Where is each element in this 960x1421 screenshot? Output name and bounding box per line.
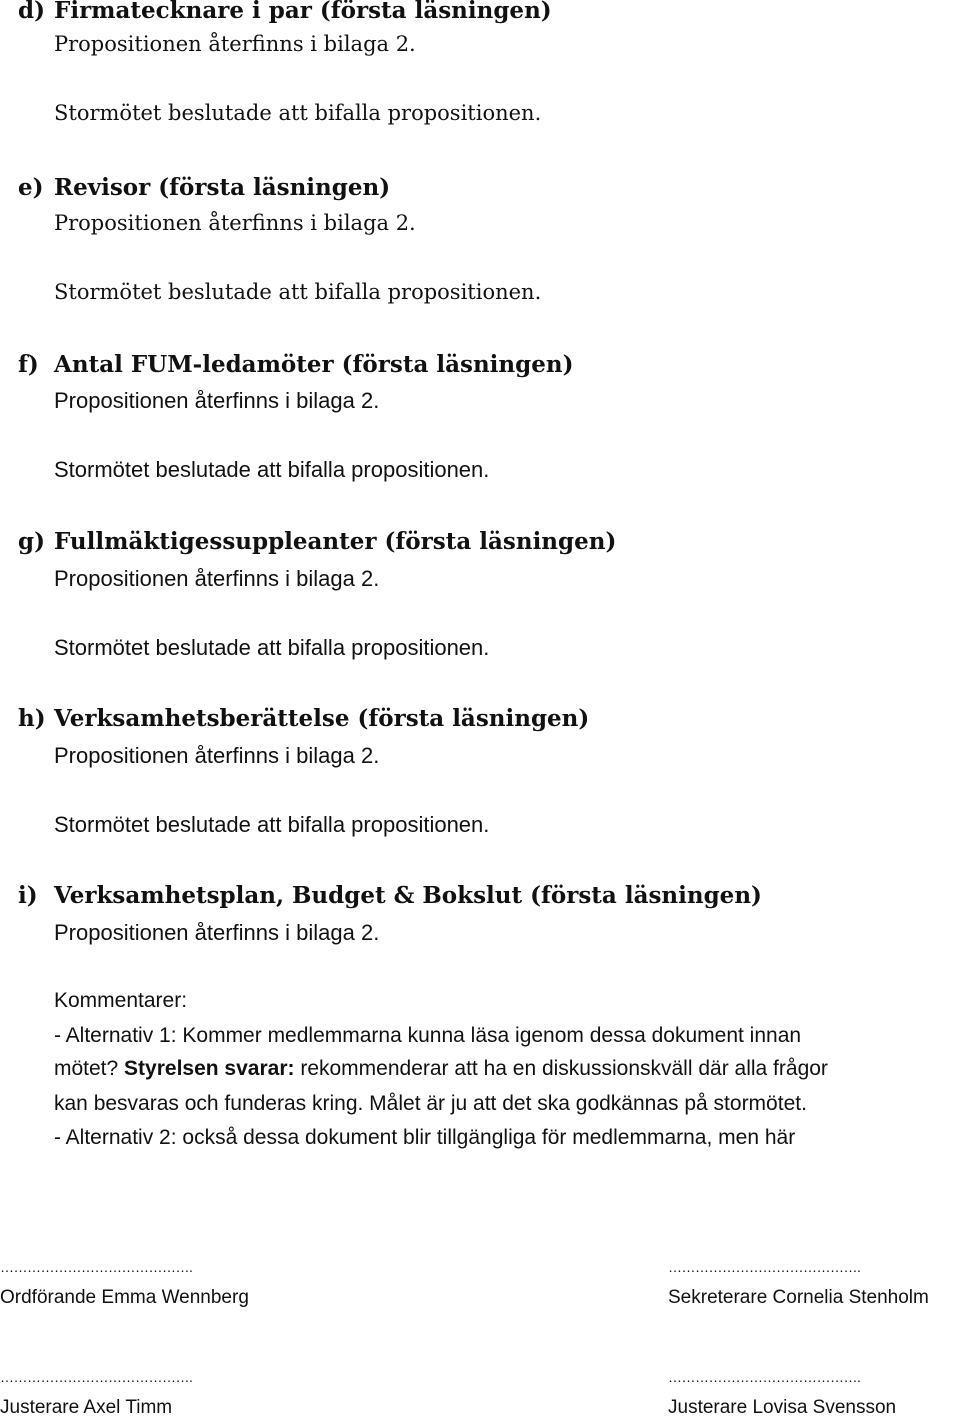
signature-adjuster-1 (0, 1369, 192, 1421)
comments-label: Kommentarer: (54, 989, 188, 1012)
proposition-note: Propositionen återfinns i bilaga 2. (54, 743, 380, 768)
item-title: Firmatecknare i par (första läsningen) (54, 0, 552, 24)
board-reply-label: Styrelsen svarar: (124, 1057, 295, 1080)
signatory-name: Ordförande Emma Wennberg (0, 1287, 249, 1308)
item-letter: e) (18, 174, 44, 201)
comment-text: mötet? (54, 1057, 125, 1080)
item-title: Fullmäktigessuppleanter (första läsningen) (54, 528, 617, 555)
signature-line: ……………………………………. (668, 1369, 861, 1385)
proposition-note: Propositionen återfinns i bilaga 2. (54, 211, 416, 235)
comment-alt1-line1: - Alternativ 1: Kommer medlemmarna kunna läsa igenom dessa dokument innan (54, 1024, 802, 1047)
signature-line: ……………………………………. (0, 1259, 193, 1275)
proposition-note: Propositionen återfinns i bilaga 2. (54, 566, 380, 591)
item-title: Revisor (första läsningen) (54, 174, 391, 201)
signatory-name: Justerare Axel Timm (0, 1397, 173, 1418)
signature-secretary (668, 1259, 929, 1311)
proposition-note: Propositionen återfinns i bilaga 2. (54, 388, 380, 413)
comment-alt1-line2 (54, 1055, 828, 1083)
decision-text: Stormötet beslutade att bifalla propositionen. (54, 457, 490, 482)
item-heading (18, 881, 762, 911)
item-letter: d) (18, 0, 45, 24)
item-heading (18, 704, 589, 734)
item-heading (18, 527, 616, 557)
signature-adjuster-2 (668, 1369, 896, 1421)
item-title: Antal FUM-ledamöter (första läsningen) (54, 351, 574, 378)
item-heading (18, 173, 390, 203)
decision-text: Stormötet beslutade att bifalla propositionen. (54, 280, 542, 304)
item-title: Verksamhetsplan, Budget & Bokslut (första läsningen) (54, 882, 762, 909)
signature-chair (0, 1259, 249, 1311)
signature-line: ……………………………………. (0, 1369, 193, 1385)
item-heading (18, 0, 552, 26)
comment-text: rekommenderar att ha en diskussionskväll där alla frågor (294, 1057, 828, 1080)
item-letter: g) (18, 528, 45, 555)
decision-text: Stormötet beslutade att bifalla propositionen. (54, 812, 490, 837)
item-heading (18, 350, 573, 380)
decision-text: Stormötet beslutade att bifalla propositionen. (54, 635, 490, 660)
item-letter: f) (18, 351, 39, 378)
signatory-name: Justerare Lovisa Svensson (668, 1397, 897, 1418)
proposition-note: Propositionen återfinns i bilaga 2. (54, 920, 380, 945)
item-letter: h) (18, 705, 46, 732)
decision-text: Stormötet beslutade att bifalla propositionen. (54, 101, 542, 125)
proposition-note: Propositionen återfinns i bilaga 2. (54, 32, 416, 56)
item-letter: i) (18, 882, 38, 909)
signature-line: ……………………………………. (668, 1259, 861, 1275)
signatory-name: Sekreterare Cornelia Stenholm (668, 1287, 929, 1308)
comment-alt2-line1: - Alternativ 2: också dessa dokument blir tillgängliga för medlemmarna, men här (54, 1126, 796, 1149)
comment-alt1-line3: kan besvaras och funderas kring. Målet är ju att det ska godkännas på stormötet. (54, 1092, 807, 1115)
item-title: Verksamhetsberättelse (första läsningen) (54, 705, 590, 732)
